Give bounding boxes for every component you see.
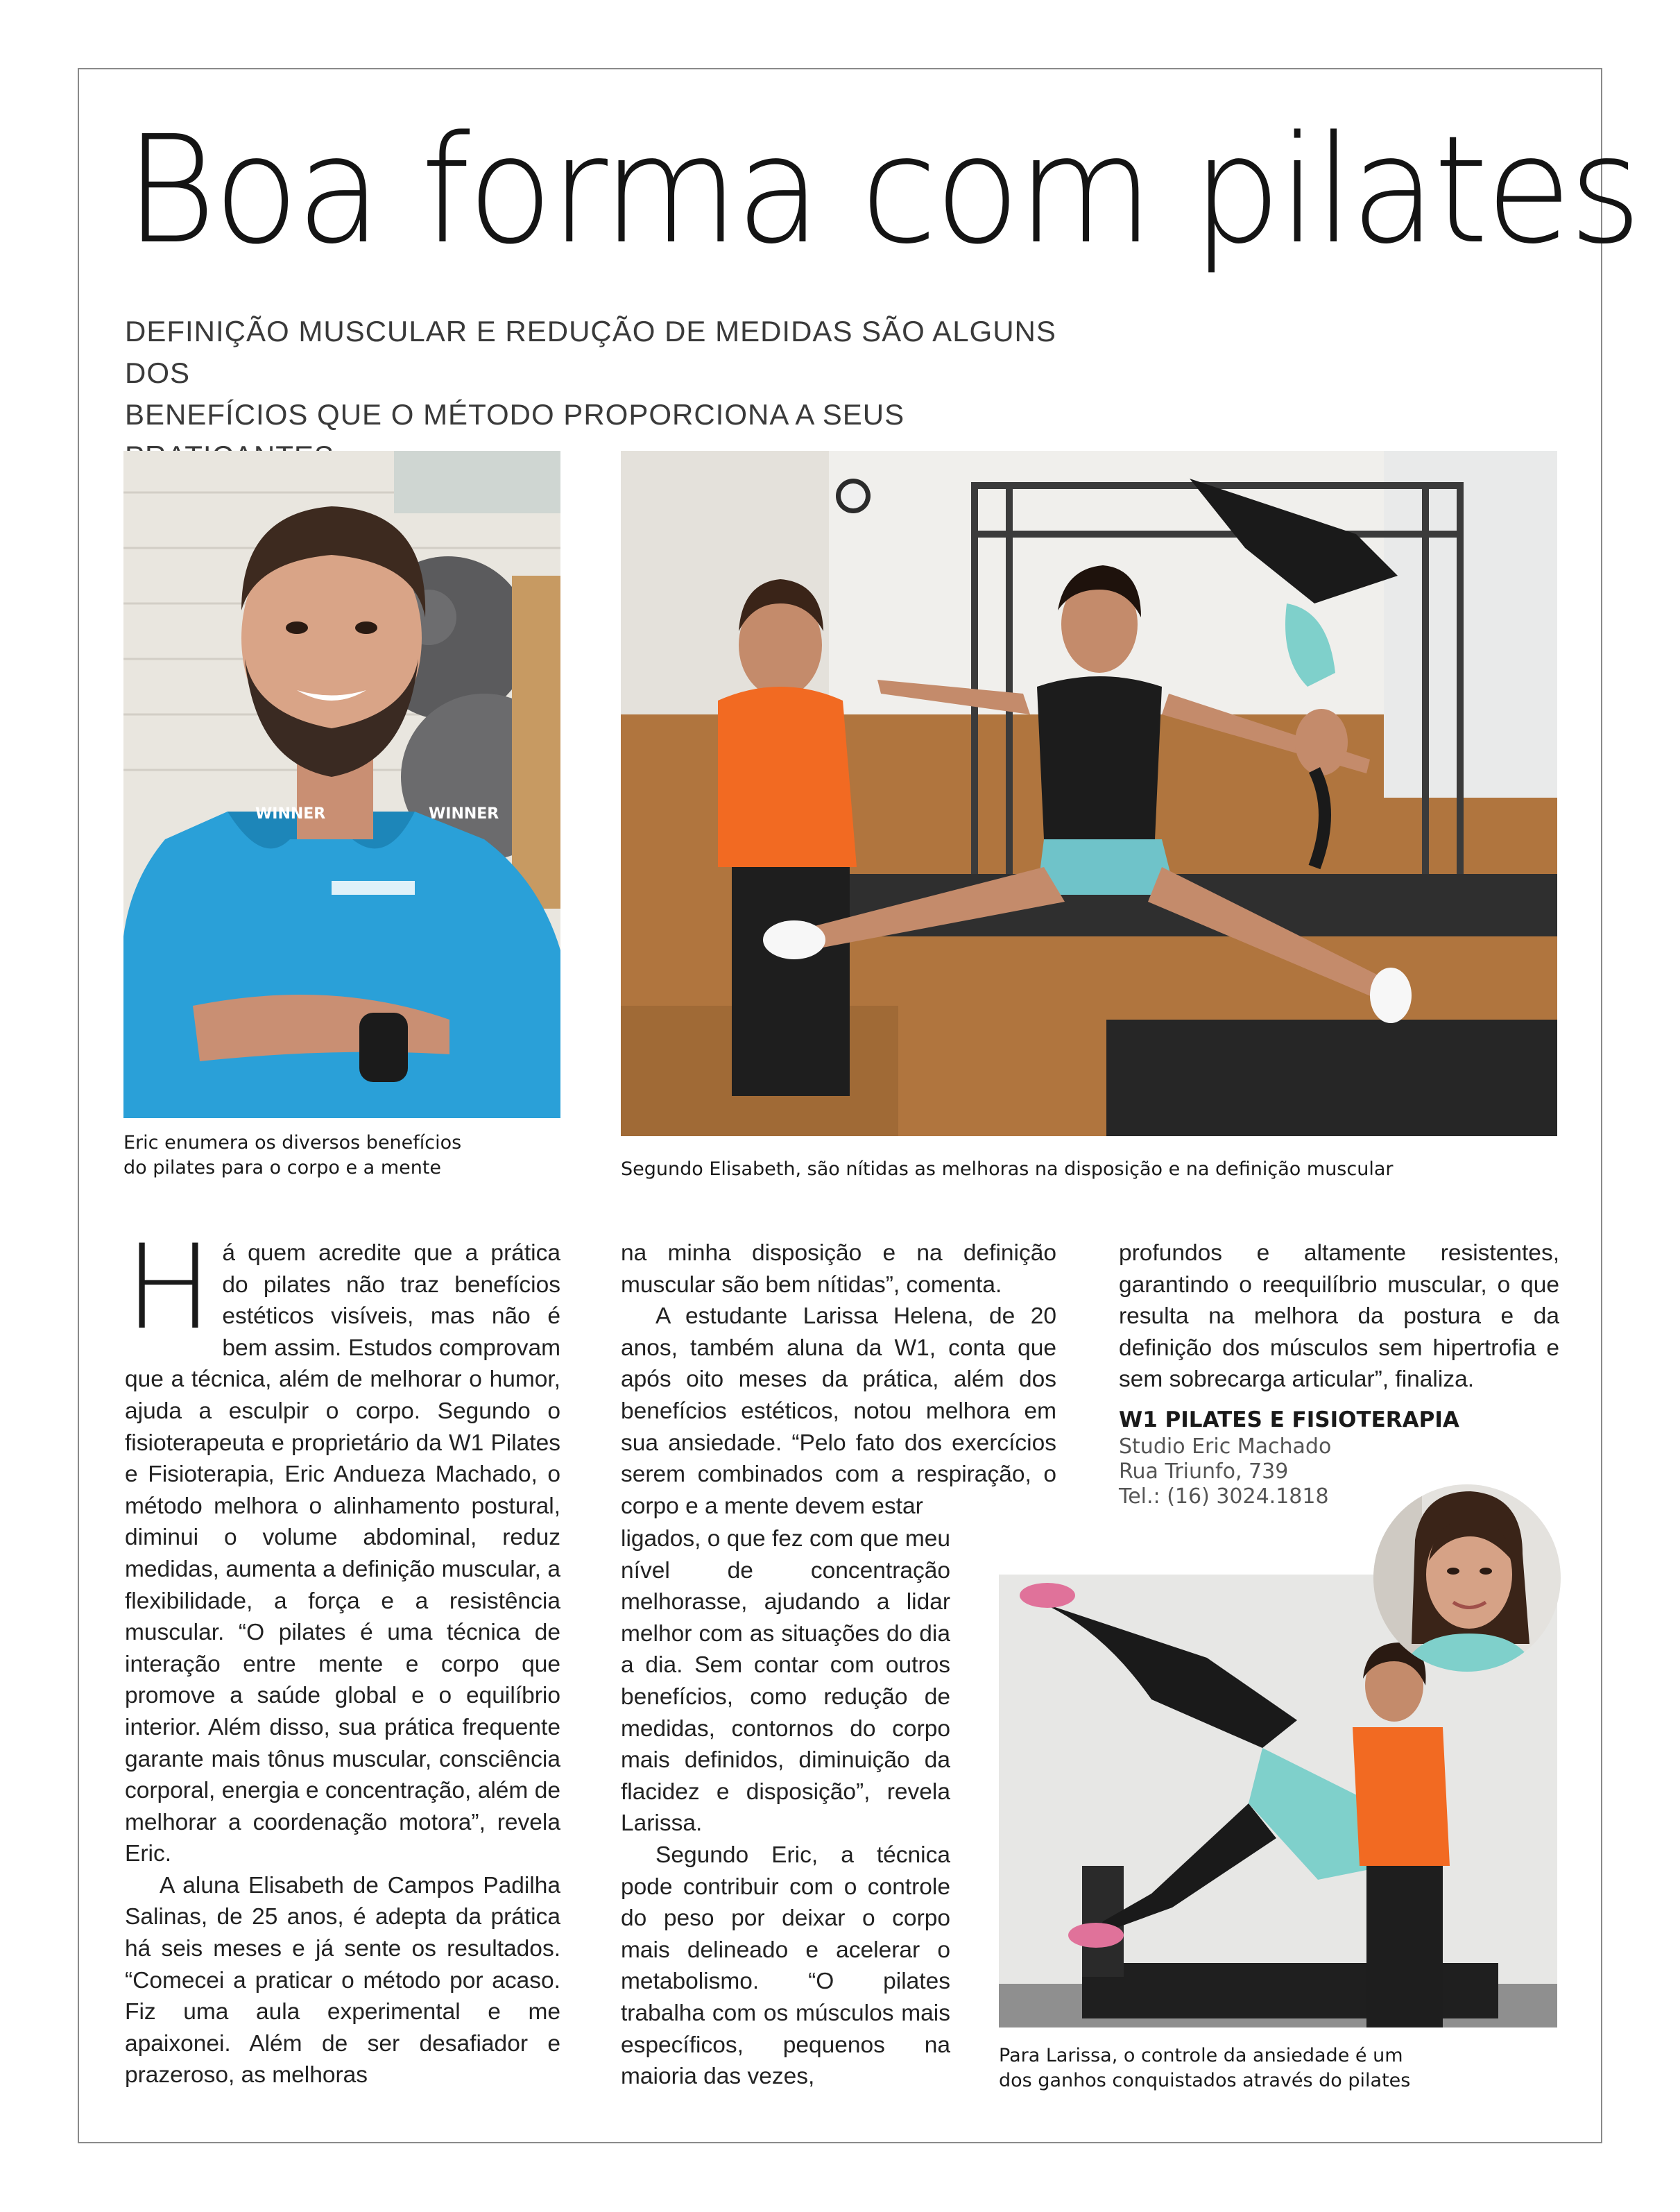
studio-address: Rua Triunfo, 739 — [1119, 1459, 1289, 1484]
larissa-caption-line-1: Para Larissa, o controle da ansiedade é um — [999, 2045, 1403, 2066]
article-column-2-bottom — [621, 1523, 950, 2093]
subtitle-line-1: DEFINIÇÃO MUSCULAR E REDUÇÃO DE MEDIDAS SÃO ALGUNS DOS — [125, 315, 1056, 389]
article-title: Boa forma com pilates — [125, 104, 1640, 277]
subtitle-line-2: BENEFÍCIOS QUE O MÉTODO PROPORCIONA A SEUS — [125, 398, 905, 431]
col3-paragraph-1: profundos e altamente resistentes, garantindo o reequilíbrio muscular, o que resulta na melhora da postura e da definição dos músculos sem hipertrofia e sem sobrecarga articular”, finaliza. — [1119, 1240, 1559, 1393]
larissa-caption-line-2: dos ganhos conquistados através do pilates — [999, 2070, 1411, 2091]
eric-caption-line-1: Eric enumera os diversos benefícios — [123, 1132, 462, 1154]
eric-portrait-photo — [123, 451, 560, 1118]
eric-photo-caption — [123, 1131, 567, 1181]
larissa-photo-caption — [999, 2043, 1554, 2093]
col2-paragraph-3: ligados, o que fez com que meu nível de concentração melhorasse, ajudando a lidar melhor com as situações do dia a dia. Sem contar com outros benefícios, como redução de medidas, contornos do corpo mais definidos, diminuição da flacidez e disposição”, revela Larissa. — [621, 1526, 950, 1837]
shirt-logo-text-right: WINNER — [429, 805, 499, 823]
shirt-logo-text-left: WINNER — [255, 805, 326, 823]
studio-name: W1 PILATES E FISIOTERAPIA — [1119, 1407, 1459, 1432]
col2-paragraph-4: Segundo Eric, a técnica pode contribuir com o controle do peso por deixar o corpo mais delineado e acelerar o metabolismo. “O pilates trabalha com os músculos mais específicos, pequenos na maioria das vezes, — [621, 1842, 950, 2090]
col2-paragraph-2: A estudante Larissa Helena, de 20 anos, também aluna da W1, conta que após oito meses da prática, além dos benefícios estéticos, notou melhora em sua ansiedade. “Pelo fato dos exercícios serem combinados com a respiração, o corpo e a mente devem estar — [621, 1303, 1056, 1519]
article-column-2-top — [621, 1237, 1056, 1522]
larissa-portrait-circle — [1373, 1484, 1561, 1672]
article-column-1 — [125, 1219, 560, 2091]
studio-line-1: Studio Eric Machado — [1119, 1434, 1332, 1459]
col2-paragraph-1: na minha disposição e na definição muscular são bem nítidas”, comenta. — [621, 1240, 1056, 1298]
eric-caption-line-2: do pilates para o corpo e a mente — [123, 1157, 442, 1178]
col1-paragraph-2: A aluna Elisabeth de Campos Padilha Salinas, de 25 anos, é adepta da prática há seis meses e já sente os resultados. “Comecei a praticar o método por acaso. Fiz uma aula experimental e me apaixonei. Além de ser desafiador e prazeroso, as melhoras — [125, 1872, 560, 2089]
article-column-3 — [1119, 1237, 1559, 1509]
dropcap-letter: H — [125, 1219, 213, 1355]
studio-phone: Tel.: (16) 3024.1818 — [1119, 1484, 1329, 1509]
elisabeth-studio-photo — [621, 451, 1557, 1136]
elisabeth-photo-caption: Segundo Elisabeth, são nítidas as melhoras na disposição e na definição muscular — [621, 1158, 1394, 1180]
col1-paragraph-1: á quem acredite que a prática do pilates não traz benefícios estéticos visíveis, mas não é bem assim. Estudos comprovam que a técnica, além de melhorar o humor, ajuda a esculpir o corpo. Segundo o fisioterapeuta e proprietário da W1 Pilates e Fisioterapia, Eric Andueza Machado, o método melhora o alinhamento postural, diminui o volume abdominal, reduz medidas, aumenta a definição muscular, a flexibilidade, a força e a resistência muscular. “O pilates é uma técnica de interação entre mente e corpo que promove a saúde global e o equilíbrio interior. Além disso, sua prática frequente garante mais tônus muscular, consciência corporal, energia e concentração, além de melhorar a coordenação motora”, revela Eric. — [125, 1240, 560, 1867]
